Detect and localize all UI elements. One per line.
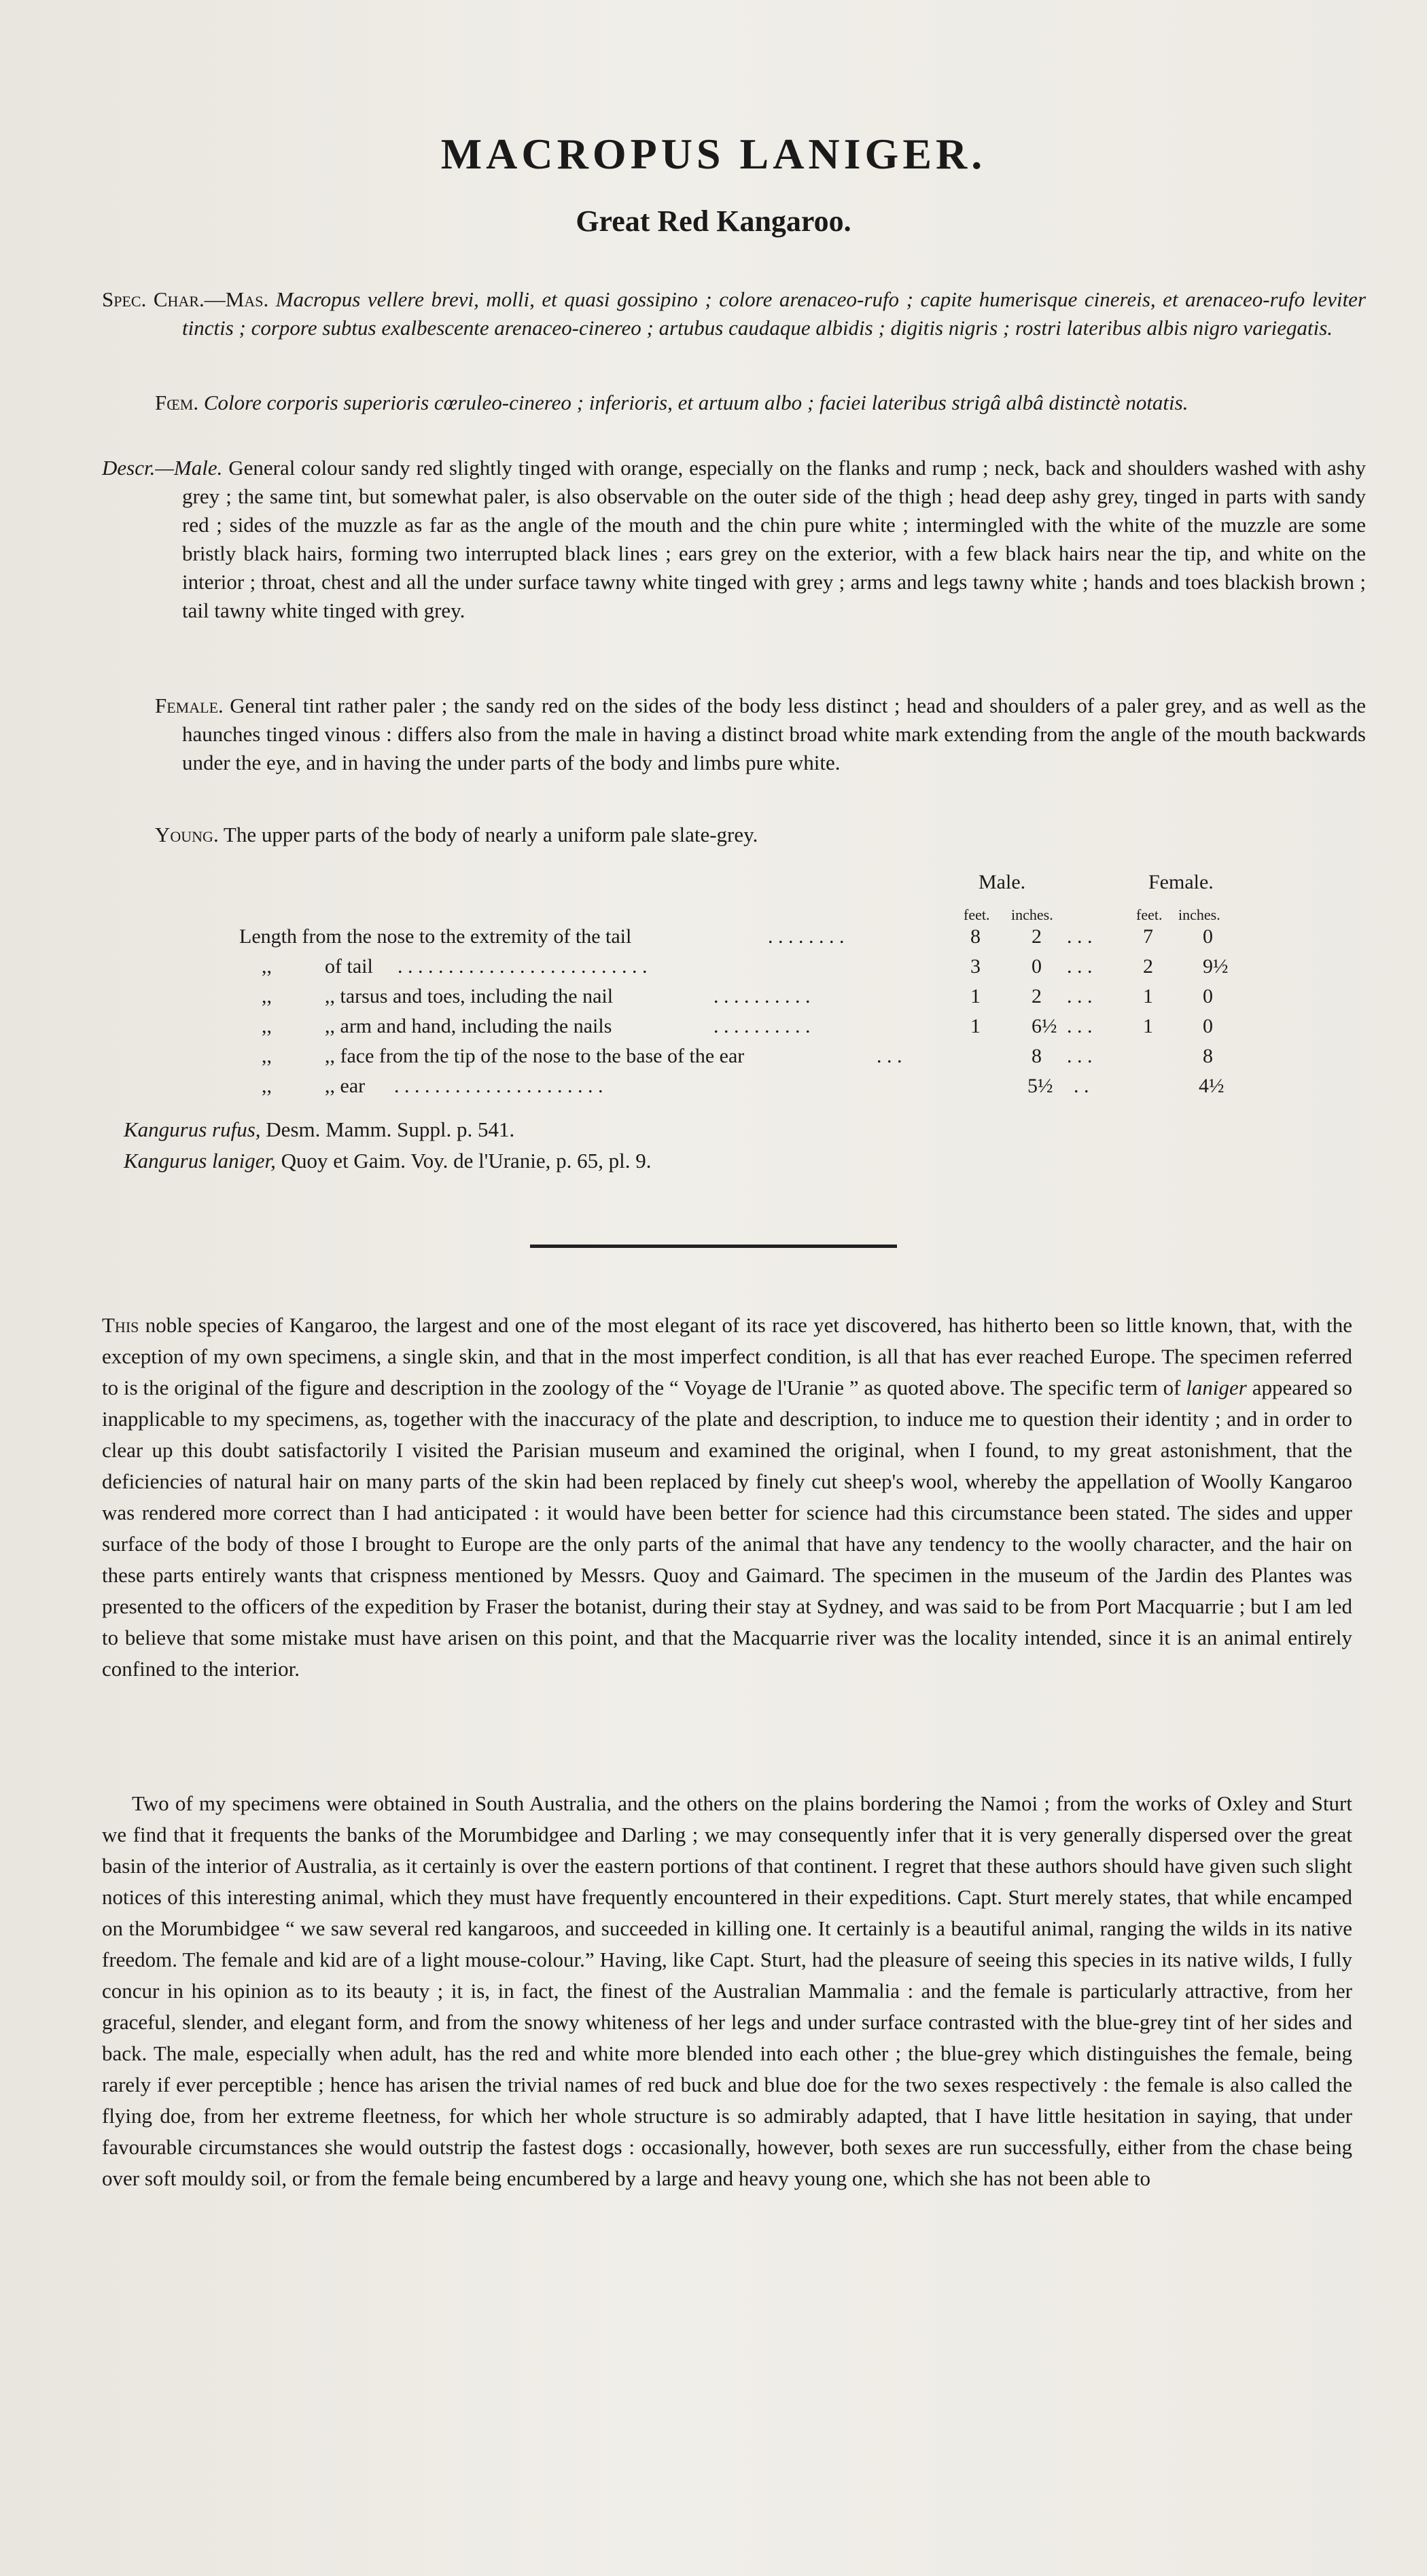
row-leader: . . . xyxy=(1067,955,1093,978)
young-text: The upper parts of the body of nearly a uniform pale slate-grey. xyxy=(223,823,758,846)
female-feet: 1 xyxy=(1143,985,1153,1007)
foem-label: Fœm. xyxy=(155,391,199,414)
row-label: ,, arm and hand, including the nails xyxy=(325,1015,612,1037)
page-title: MACROPUS LANIGER. xyxy=(440,130,987,178)
row-leader: . . . . . . . . . . . . . . . . . . . . . . . . . xyxy=(398,955,648,978)
female-inches: 8 xyxy=(1203,1045,1213,1067)
male-inches: 6½ xyxy=(1032,1015,1057,1037)
table-row xyxy=(0,955,1427,985)
row-label: ,, tarsus and toes, including the nail xyxy=(325,985,614,1007)
descr-text: General colour sandy red slightly tinged with orange, especially on the flanks and rump ; neck, back and shoulders washed with ashy grey ; the same tint, but somewhat paler, is also observable on the outer side of the thigh ; head deep ashy grey, tinged in parts with sandy red ; sides of the muzzle as far as the angle of the mouth and the chin pure white ; intermingled with the white of the muzzle are some bristly black hairs, forming two interrupted black lines ; ears grey on the exterior, with a few black hairs near the tip, and white on the interior ; throat, chest and all the under surface tawny white tinged with grey ; arms and legs tawny white ; hands and toes blackish brown ; tail tawny white tinged with grey. xyxy=(182,456,1367,622)
specific-character-female xyxy=(155,389,1366,417)
row-leader: . . xyxy=(1074,1075,1089,1097)
reference-item xyxy=(124,1145,652,1177)
body-paragraph-2 xyxy=(102,1788,1352,2194)
female-feet-header: feet. xyxy=(1136,906,1163,923)
male-feet: 1 xyxy=(970,985,981,1007)
young-label: Young. xyxy=(155,823,219,846)
reference-name: Kangurus rufus, xyxy=(124,1117,261,1141)
drop-lead: This xyxy=(102,1313,139,1337)
male-inches: 0 xyxy=(1032,955,1042,978)
female-label: Female. xyxy=(155,694,224,717)
spec-char-text: Macropus vellere brevi, molli, et quasi gossipino ; colore arenaceo-rufo ; capite humerisque cinereis, et arenaceo-rufo leviter tinctis ; corpore subtus exalbescente arenaceo-cinereo ; artubus caudaque albidis ; digitis nigris ; rostri lateribus albis nigro variegatis. xyxy=(182,287,1367,340)
row-leader: . . . xyxy=(1067,985,1093,1007)
female-inches: 0 xyxy=(1203,1015,1213,1037)
body-paragraph-1 xyxy=(102,1310,1352,1685)
row-leader: . . . xyxy=(877,1045,902,1067)
description-female xyxy=(155,692,1366,777)
row-ditto: ,, xyxy=(262,1015,272,1037)
table-row xyxy=(0,985,1427,1015)
row-leader: . . . . . . . . . . . . . . . . . . . . . xyxy=(394,1075,603,1097)
male-feet: 3 xyxy=(970,955,981,978)
reference-name: Kangurus laniger, xyxy=(124,1149,276,1173)
body-text: appeared so inapplicable to my specimens, as, together with the inaccuracy of the plate and description, to induce me to question their identity ; and in order to clear up this doubt satisfactorily I visited the Parisian museum and examined the original, when I found, to my great astonishment, that the deficiencies of natural hair on many parts of the skin had been replaced by finely cut sheep's wool, whereby the appellation of Woolly Kangaroo was rendered more correct than I had anticipated : it would have been better for science had this circumstance been stated. The sides and upper surface of the body of those I brought to Europe are the only parts of the animal that have any tendency to the woolly character, and the hair on these parts entirely wants that crispness mentioned by Messrs. Quoy and Gaimard. The specimen in the museum of the Jardin des Plantes was presented to the officers of the expedition by Fraser the botanist, during their stay at Sydney, and was said to be from Port Macquarrie ; but I am led to believe that some mistake must have arisen on this point, and that the Macquarrie river was the locality intended, since it is an animal entirely confined to the interior. xyxy=(102,1376,1352,1681)
male-feet: 1 xyxy=(970,1015,981,1037)
reference-citation: Quoy et Gaim. Voy. de l'Uranie, p. 65, pl. 9. xyxy=(275,1149,652,1173)
spec-char-label: Spec. Char.—Mas. xyxy=(102,287,269,311)
table-row xyxy=(0,1075,1427,1105)
descr-label: Descr.—Male. xyxy=(102,456,223,480)
row-leader: . . . xyxy=(1067,925,1093,948)
reference-item xyxy=(124,1114,652,1145)
body-text: noble species of Kangaroo, the largest and one of the most elegant of its race yet discovered, has hitherto been so little known, that, with the exception of my own specimens, a single skin, and that in the most imperfect condition, is all that has ever reached Europe. The specimen referred to is the original of the figure and description in the zoology of the “ Voyage de l'Uranie ” as quoted above. The specific term of xyxy=(102,1313,1352,1399)
female-feet: 1 xyxy=(1143,1015,1153,1037)
row-label: ,, face from the tip of the nose to the base of the ear xyxy=(325,1045,745,1067)
female-inches: 9½ xyxy=(1203,955,1229,978)
female-inches: 4½ xyxy=(1199,1075,1225,1097)
specific-character-male xyxy=(102,285,1366,342)
synonymy-references xyxy=(124,1114,652,1177)
row-leader: . . . . . . . . . . xyxy=(714,1015,811,1037)
description-male xyxy=(102,454,1366,625)
male-inches-header: inches. xyxy=(1011,906,1053,923)
female-column-header: Female. xyxy=(1148,871,1214,893)
male-inches: 2 xyxy=(1032,985,1042,1007)
page-subtitle: Great Red Kangaroo. xyxy=(576,204,851,238)
female-inches-header: inches. xyxy=(1178,906,1220,923)
row-ditto: ,, xyxy=(262,985,272,1007)
table-row xyxy=(0,925,1427,955)
male-column-header: Male. xyxy=(979,871,1026,893)
row-leader: . . . . . . . . . . xyxy=(714,985,811,1007)
female-inches: 0 xyxy=(1203,925,1213,948)
foem-text: Colore corporis superioris cœruleo-cinereo ; inferioris, et artuum albo ; faciei lateribus strigâ albâ distinctè notatis. xyxy=(203,391,1188,414)
description-young xyxy=(155,821,1366,849)
row-leader: . . . xyxy=(1067,1045,1093,1067)
male-inches: 2 xyxy=(1032,925,1042,948)
female-feet: 2 xyxy=(1143,955,1153,978)
male-inches: 8 xyxy=(1032,1045,1042,1067)
row-leader: . . . xyxy=(1067,1015,1093,1037)
section-divider xyxy=(530,1245,897,1248)
row-ditto: ,, xyxy=(262,1045,272,1067)
reference-citation: Desm. Mamm. Suppl. p. 541. xyxy=(260,1117,515,1141)
table-row xyxy=(0,1015,1427,1045)
male-feet-header: feet. xyxy=(964,906,990,923)
male-inches: 5½ xyxy=(1027,1075,1053,1097)
body-italic-term: laniger xyxy=(1186,1376,1247,1399)
row-label: Length from the nose to the extremity of the tail xyxy=(239,925,632,948)
female-feet: 7 xyxy=(1143,925,1153,948)
body-text: Two of my specimens were obtained in South Australia, and the others on the plains bordering the Namoi ; from the works of Oxley and Sturt we find that it frequents the banks of the Morumbidgee and Darling ; we may consequently infer that it is very generally dispersed over the great basin of the interior of Australia, as it certainly is over the eastern portions of that continent. I regret that these authors should have given such slight notices of this interesting animal, which they must have frequently encountered in their expeditions. Capt. Sturt merely states, that while encamped on the Morumbidgee “ we saw several red kangaroos, and succeeded in killing one. It certainly is a beautiful animal, ranging the wilds in its native freedom. The female and kid are of a light mouse-colour.” Having, like Capt. Sturt, had the pleasure of seeing this species in its native wilds, I fully concur in his opinion as to its beauty ; it is, in fact, the finest of the Australian Mammalia : and the female is particularly attractive, from her graceful, slender, and elegant form, and from the snowy whiteness of her legs and under surface contrasted with the blue-grey tint of her sides and back. The male, especially when adult, has the red and white more blended into each other ; the blue-grey which distinguishes the female, being rarely if ever perceptible ; hence has arisen the trivial names of red buck and blue doe for the two sexes respectively : the female is also called the flying doe, from her extreme fleetness, for which her whole structure is so admirably adapted, that I have little hesitation in saying, that under favourable circumstances she would outstrip the fastest dogs : occasionally, however, both sexes are run successfully, either from the chase being over soft mouldy soil, or from the female being encumbered by a large and heavy young one, which she has not been able to xyxy=(102,1791,1352,2190)
row-label: of tail xyxy=(325,955,373,978)
female-inches: 0 xyxy=(1203,985,1213,1007)
table-row xyxy=(0,1045,1427,1075)
row-ditto: ,, xyxy=(262,955,272,978)
female-text: General tint rather paler ; the sandy red on the sides of the body less distinct ; head and shoulders of a paler grey, and as well as the haunches tinged vinous : differs also from the male in having a distinct broad white mark extending from the angle of the mouth backwards under the eye, and in having the under parts of the body and limbs pure white. xyxy=(182,694,1367,774)
male-feet: 8 xyxy=(970,925,981,948)
row-leader: . . . . . . . . xyxy=(768,925,845,948)
row-ditto: ,, xyxy=(262,1075,272,1097)
row-label: ,, ear xyxy=(325,1075,366,1097)
